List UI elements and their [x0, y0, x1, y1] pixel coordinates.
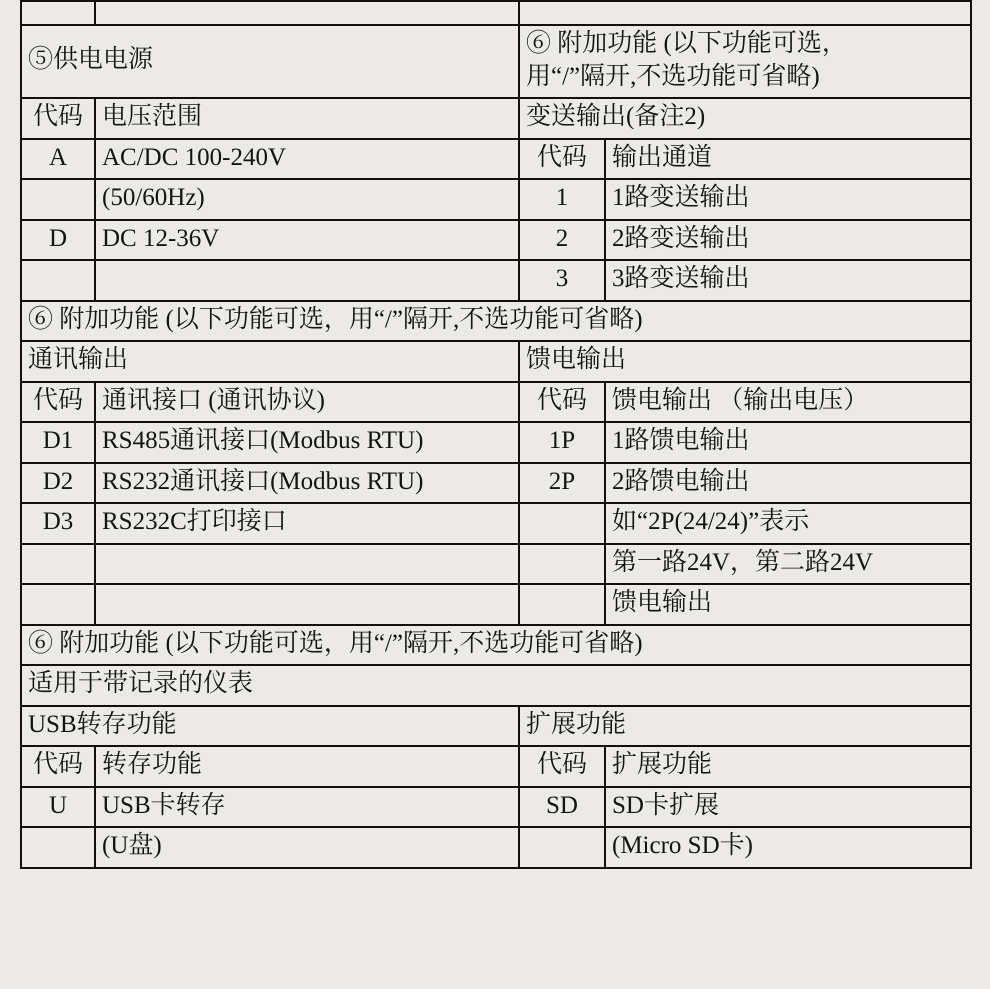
expansion-header-value: 扩展功能	[605, 746, 971, 787]
power-value-blank	[95, 260, 519, 301]
comm-code-d2: D2	[21, 463, 95, 504]
table-row-power-blank	[21, 260, 971, 301]
table-row-comm-titles	[21, 341, 971, 382]
transmit-value-1: 1路变送输出	[605, 179, 971, 220]
feed-note-1: 如“2P(24/24)”表示	[605, 503, 971, 544]
feed-note-2: 第一路24V，第二路24V	[605, 544, 971, 585]
cutoff-cell-2	[95, 1, 519, 25]
comm-header-code: 代码	[21, 382, 95, 423]
comm-code-blank-1	[21, 544, 95, 585]
feed-value-1p: 1路馈电输出	[605, 422, 971, 463]
section-title-additional-1	[519, 25, 971, 98]
table-row-section-additional-2	[21, 301, 971, 342]
table-row-section-additional-3	[21, 625, 971, 666]
usb-header-code: 代码	[21, 746, 95, 787]
spec-table	[20, 0, 972, 869]
transmit-output-title: 变送输出(备注2)	[519, 98, 971, 139]
table-row-power-a-cont	[21, 179, 971, 220]
comm-header-value: 通讯接口 (通讯协议)	[95, 382, 519, 423]
section-title-additional-2: ⑥ 附加功能 (以下功能可选，用“/”隔开,不选功能可省略)	[21, 301, 971, 342]
section-title-additional-1-line1: ⑥ 附加功能 (以下功能可选，	[526, 30, 847, 57]
feed-code-1p: 1P	[519, 422, 605, 463]
feed-header-code: 代码	[519, 382, 605, 423]
transmit-value-2: 2路变送输出	[605, 220, 971, 261]
feed-output-title: 馈电输出	[519, 341, 971, 382]
comm-value-d3: RS232C打印接口	[95, 503, 519, 544]
expansion-code-sd-cont	[519, 827, 605, 868]
table-row-storage-u	[21, 787, 971, 828]
transmit-code-1: 1	[519, 179, 605, 220]
table-row-cutoff	[21, 1, 971, 25]
usb-header-value: 转存功能	[95, 746, 519, 787]
table-row-comm-d2	[21, 463, 971, 504]
comm-output-title: 通讯输出	[21, 341, 519, 382]
transmit-header-value: 输出通道	[605, 139, 971, 180]
power-value-d: DC 12-36V	[95, 220, 519, 261]
table-row-storage-headers	[21, 746, 971, 787]
expansion-code-sd: SD	[519, 787, 605, 828]
table-row-comm-blank-2	[21, 584, 971, 625]
table-row-comm-d1	[21, 422, 971, 463]
power-code-d: D	[21, 220, 95, 261]
table-row-comm-blank-1	[21, 544, 971, 585]
feed-header-value: 馈电输出 （输出电压）	[605, 382, 971, 423]
comm-value-d1: RS485通讯接口(Modbus RTU)	[95, 422, 519, 463]
comm-code-blank-2	[21, 584, 95, 625]
applies-to-note: 适用于带记录的仪表	[21, 665, 971, 706]
power-value-a-line2: (50/60Hz)	[95, 179, 519, 220]
power-value-a: AC/DC 100-240V	[95, 139, 519, 180]
feed-code-2p: 2P	[519, 463, 605, 504]
comm-value-blank-1	[95, 544, 519, 585]
usb-code-u: U	[21, 787, 95, 828]
section-title-power: ⑤供电电源	[21, 25, 519, 98]
expansion-header-code: 代码	[519, 746, 605, 787]
cutoff-cell-3	[519, 1, 971, 25]
power-code-blank	[21, 260, 95, 301]
usb-code-u-cont	[21, 827, 95, 868]
table-row-section-headers	[21, 25, 971, 98]
feed-note-code-3	[519, 584, 605, 625]
feed-note-code-1	[519, 503, 605, 544]
table-row-power-header	[21, 98, 971, 139]
power-header-value: 电压范围	[95, 98, 519, 139]
section-title-additional-3: ⑥ 附加功能 (以下功能可选，用“/”隔开,不选功能可省略)	[21, 625, 971, 666]
feed-note-code-2	[519, 544, 605, 585]
table-row-power-d	[21, 220, 971, 261]
power-code-a: A	[21, 139, 95, 180]
power-header-code: 代码	[21, 98, 95, 139]
transmit-code-3: 3	[519, 260, 605, 301]
expansion-value-sd: SD卡扩展	[605, 787, 971, 828]
feed-note-3: 馈电输出	[605, 584, 971, 625]
usb-transfer-title: USB转存功能	[21, 706, 519, 747]
usb-value-u-line2: (U盘)	[95, 827, 519, 868]
table-row-comm-headers	[21, 382, 971, 423]
comm-value-d2: RS232通讯接口(Modbus RTU)	[95, 463, 519, 504]
table-row-comm-d3	[21, 503, 971, 544]
transmit-header-code: 代码	[519, 139, 605, 180]
usb-value-u: USB卡转存	[95, 787, 519, 828]
transmit-code-2: 2	[519, 220, 605, 261]
table-row-power-a	[21, 139, 971, 180]
comm-code-d3: D3	[21, 503, 95, 544]
comm-code-d1: D1	[21, 422, 95, 463]
cutoff-cell-1	[21, 1, 95, 25]
section-title-additional-1-line2: 用“/”隔开,不选功能可省略)	[526, 62, 820, 90]
expansion-title: 扩展功能	[519, 706, 971, 747]
comm-value-blank-2	[95, 584, 519, 625]
table-row-applies-to	[21, 665, 971, 706]
table-row-storage-u-cont	[21, 827, 971, 868]
table-row-storage-titles	[21, 706, 971, 747]
feed-value-2p: 2路馈电输出	[605, 463, 971, 504]
transmit-value-3: 3路变送输出	[605, 260, 971, 301]
expansion-value-sd-line2: (Micro SD卡)	[605, 827, 971, 868]
power-code-a-cont	[21, 179, 95, 220]
